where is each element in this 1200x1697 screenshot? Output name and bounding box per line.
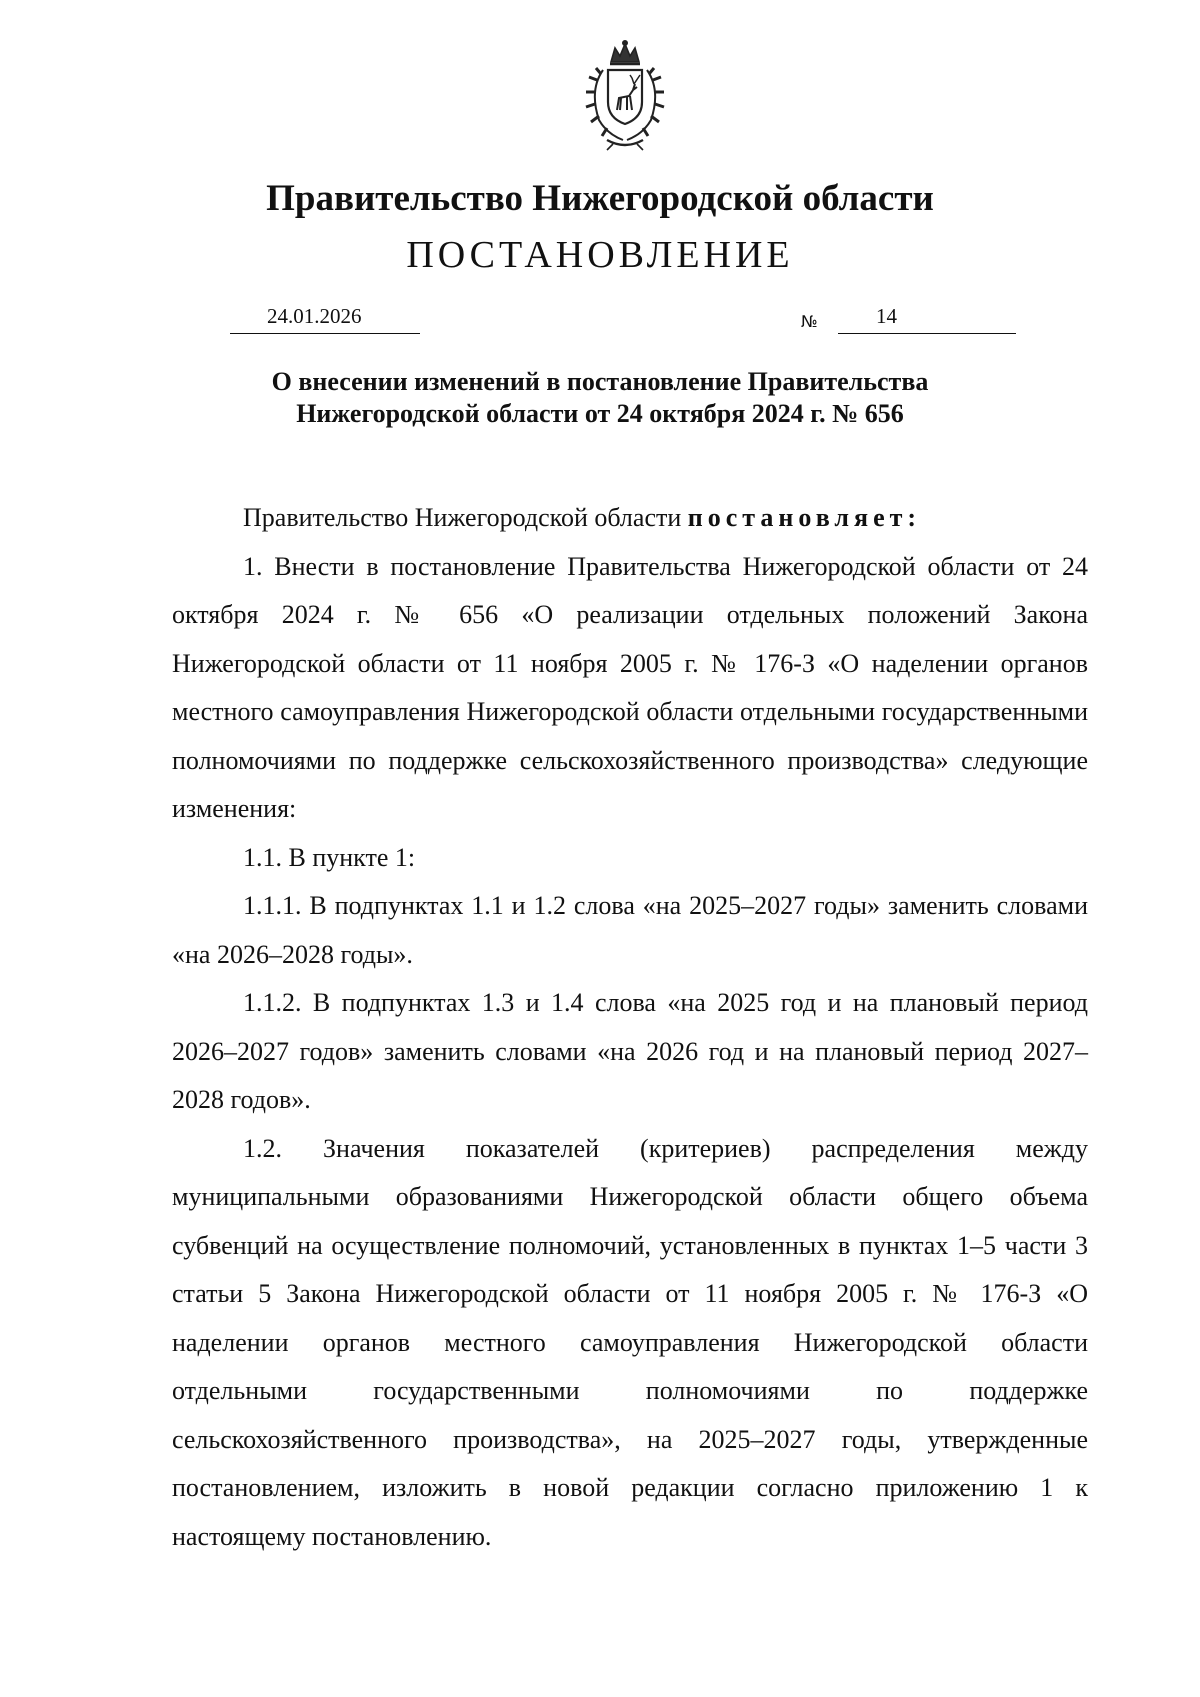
paragraph-1: 1. Внести в постановление Правительства Нижегородской области от 24 октября 2024 г. № 656 «О реализации отдельных положений Закона Нижегородской области от 11 ноября 2005 г. № 176-З «О наделении органов местного самоуправления Нижегородской области отдельными государственными полномочиями по поддержке сельскохозяйственного производства» следующие изменения: [172, 551, 1088, 823]
document-type-title: ПОСТАНОВЛЕНИЕ [406, 234, 794, 276]
document-subject [0, 366, 1200, 430]
paragraph-1-1-2: 1.1.2. В подпунктах 1.3 и 1.4 слова «на 2025 год и на плановый период 2026–2027 годов» заменить словами «на 2026 год и на плановый период 2027–2028 годов». [172, 988, 1088, 1114]
subject-line-2: Нижегородской области от 24 октября 2024 г. № 656 [296, 399, 904, 428]
date-field [230, 303, 420, 334]
organization-title: Правительство Нижегородской области [266, 178, 934, 219]
coat-of-arms-emblem [577, 40, 673, 152]
number-label: № [801, 312, 818, 331]
subject-line-1: О внесении изменений в постановление Правительства [271, 367, 929, 396]
preamble [172, 494, 1088, 543]
number-field [838, 303, 1016, 334]
document-number: 14 [876, 304, 897, 328]
paragraph-1-1: 1.1. В пункте 1: [243, 842, 416, 872]
paragraph-1-1-1: 1.1.1. В подпунктах 1.1 и 1.2 слова «на 2025–2027 годы» заменить словами «на 2026–2028 годы». [172, 891, 1088, 969]
document-body [172, 494, 1088, 1561]
preamble-text: Правительство Нижегородской области [243, 503, 688, 532]
document-date: 24.01.2026 [267, 304, 362, 328]
preamble-action: постановляет: [687, 503, 922, 532]
paragraph-1-2: 1.2. Значения показателей (критериев) распределения между муниципальными образованиями Нижегородской области общего объема субвенций на осуществление полномочий, установленных в пунктах 1–5 части 3 статьи 5 Закона Нижегородской области от 11 ноября 2005 г. № 176-З «О наделении органов местного самоуправления Нижегородской области отдельными государственными полномочиями по поддержке сельскохозяйственного производства», на 2025–2027 годы, утвержденные постановлением, изложить в новой редакции согласно приложению 1 к настоящему постановлению. [172, 1133, 1088, 1551]
